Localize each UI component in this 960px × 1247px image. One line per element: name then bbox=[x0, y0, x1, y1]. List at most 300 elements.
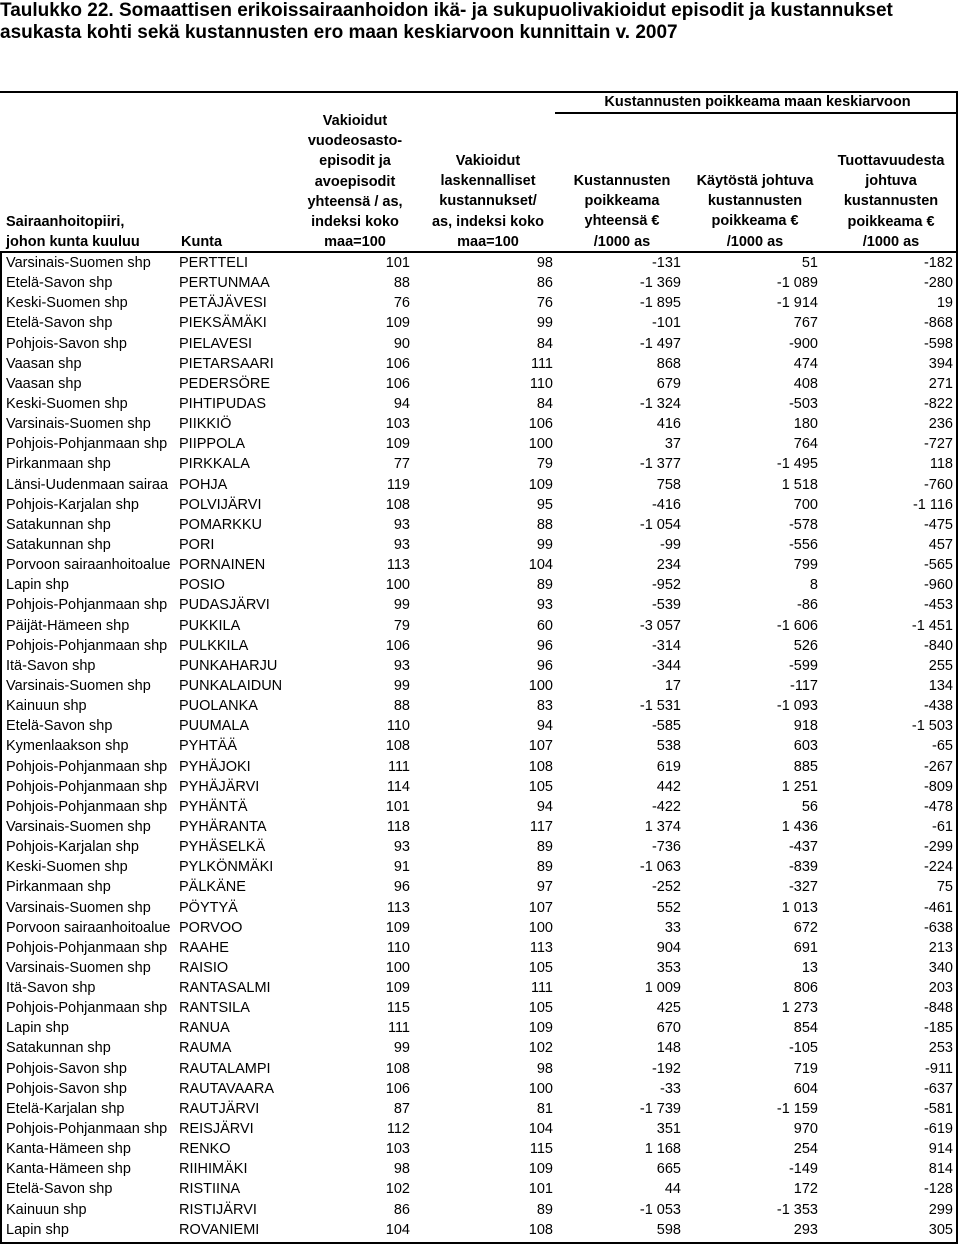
cell-shp: Etelä-Savon shp bbox=[6, 718, 113, 735]
table-row bbox=[0, 817, 960, 837]
cell-total-deviation: 868 bbox=[656, 355, 681, 372]
cell-kunta: PYHÄNTÄ bbox=[179, 798, 248, 815]
cell-costs-index: 109 bbox=[528, 1020, 553, 1037]
cell-usage-deviation: -503 bbox=[788, 395, 818, 412]
cell-productivity-deviation: -267 bbox=[923, 758, 953, 775]
cell-productivity-deviation: 394 bbox=[928, 355, 953, 372]
table-row bbox=[0, 1119, 960, 1139]
cell-shp: Länsi-Uudenmaan sairaa bbox=[6, 476, 169, 493]
cell-productivity-deviation: 340 bbox=[928, 959, 953, 976]
cell-kunta: RAAHE bbox=[179, 939, 229, 956]
cell-costs-index: 96 bbox=[536, 637, 553, 654]
cell-costs-index: 102 bbox=[528, 1040, 553, 1057]
cell-episodes-index: 106 bbox=[385, 375, 410, 392]
cell-productivity-deviation: 271 bbox=[928, 375, 953, 392]
cell-episodes-index: 100 bbox=[385, 577, 410, 594]
header-shp-line-1: Sairaanhoitopiiri, bbox=[6, 214, 125, 230]
table-row bbox=[0, 676, 960, 696]
cell-costs-index: 109 bbox=[528, 1161, 553, 1178]
cell-shp: Varsinais-Suomen shp bbox=[6, 416, 151, 433]
cell-episodes-index: 119 bbox=[386, 476, 410, 493]
cell-kunta: PUOLANKA bbox=[179, 698, 258, 715]
cell-episodes-index: 93 bbox=[393, 657, 410, 674]
cell-kunta: RAUTJÄRVI bbox=[179, 1100, 260, 1117]
cell-usage-deviation: 767 bbox=[793, 315, 818, 332]
cell-total-deviation: 1 168 bbox=[644, 1141, 681, 1158]
cell-total-deviation: 1 009 bbox=[644, 980, 681, 997]
cell-episodes-index: 98 bbox=[393, 1161, 410, 1178]
cell-kunta: PORVOO bbox=[179, 919, 243, 936]
table-row bbox=[0, 1079, 960, 1099]
header-costs-line-5: maa=100 bbox=[457, 233, 519, 250]
table-row bbox=[0, 434, 960, 454]
cell-episodes-index: 111 bbox=[387, 758, 410, 775]
cell-shp: Itä-Savon shp bbox=[6, 980, 96, 997]
cell-productivity-deviation: 305 bbox=[928, 1221, 953, 1238]
cell-episodes-index: 99 bbox=[393, 1040, 410, 1057]
cell-costs-index: 94 bbox=[536, 718, 553, 735]
table-row bbox=[0, 1038, 960, 1058]
cell-costs-index: 76 bbox=[536, 295, 553, 312]
cell-productivity-deviation: -598 bbox=[923, 335, 953, 352]
table-row bbox=[0, 716, 960, 736]
cell-episodes-index: 109 bbox=[385, 315, 410, 332]
cell-episodes-index: 93 bbox=[393, 536, 410, 553]
cell-total-deviation: 670 bbox=[656, 1020, 681, 1037]
table-bottom-rule bbox=[0, 1242, 958, 1244]
cell-total-deviation: -3 057 bbox=[639, 617, 681, 634]
cell-usage-deviation: 604 bbox=[793, 1080, 818, 1097]
cell-productivity-deviation: -280 bbox=[923, 275, 953, 292]
cell-productivity-deviation: -1 116 bbox=[912, 496, 953, 513]
cell-productivity-deviation: 255 bbox=[928, 657, 953, 674]
cell-kunta: RANTSILA bbox=[179, 1000, 250, 1017]
cell-shp: Varsinais-Suomen shp bbox=[6, 899, 151, 916]
cell-shp: Satakunnan shp bbox=[6, 536, 111, 553]
table-row bbox=[0, 1159, 960, 1179]
cell-costs-index: 101 bbox=[528, 1181, 553, 1198]
cell-episodes-index: 106 bbox=[385, 637, 410, 654]
cell-usage-deviation: -149 bbox=[788, 1161, 818, 1178]
cell-costs-index: 88 bbox=[536, 516, 553, 533]
cell-productivity-deviation: -868 bbox=[923, 315, 953, 332]
cell-kunta: RENKO bbox=[179, 1141, 231, 1158]
cell-usage-deviation: -578 bbox=[788, 516, 818, 533]
cell-usage-deviation: -327 bbox=[788, 879, 818, 896]
cell-usage-deviation: -556 bbox=[788, 536, 818, 553]
cell-episodes-index: 109 bbox=[385, 436, 410, 453]
cell-shp: Pohjois-Pohjanmaan shp bbox=[6, 798, 168, 815]
cell-costs-index: 111 bbox=[530, 355, 553, 372]
cell-shp: Etelä-Karjalan shp bbox=[6, 1100, 125, 1117]
cell-total-deviation: 351 bbox=[656, 1121, 681, 1138]
cell-shp: Etelä-Savon shp bbox=[6, 275, 113, 292]
cell-episodes-index: 100 bbox=[385, 959, 410, 976]
cell-productivity-deviation: -185 bbox=[923, 1020, 953, 1037]
header-episodes bbox=[290, 111, 420, 252]
cell-shp: Vaasan shp bbox=[6, 355, 82, 372]
cell-episodes-index: 115 bbox=[386, 1000, 410, 1017]
cell-kunta: PERTTELI bbox=[179, 255, 249, 271]
cell-kunta: POLVIJÄRVI bbox=[179, 496, 262, 513]
table-row bbox=[0, 535, 960, 555]
cell-productivity-deviation: -1 503 bbox=[911, 718, 953, 735]
header-total-line-3: yhteensä € bbox=[584, 213, 660, 230]
cell-shp: Keski-Suomen shp bbox=[6, 859, 128, 876]
table-row bbox=[0, 797, 960, 817]
cell-kunta: RAUTALAMPI bbox=[179, 1060, 271, 1077]
cell-total-deviation: -585 bbox=[651, 718, 681, 735]
cell-total-deviation: 619 bbox=[656, 758, 681, 775]
cell-episodes-index: 93 bbox=[393, 516, 410, 533]
cell-productivity-deviation: 299 bbox=[928, 1201, 953, 1218]
cell-usage-deviation: 526 bbox=[793, 637, 818, 654]
cell-costs-index: 98 bbox=[536, 255, 553, 271]
cell-costs-index: 84 bbox=[536, 395, 553, 412]
cell-usage-deviation: 854 bbox=[793, 1020, 818, 1037]
cell-total-deviation: 353 bbox=[656, 959, 681, 976]
cell-kunta: ROVANIEMI bbox=[179, 1221, 260, 1238]
cell-kunta: POSIO bbox=[179, 577, 225, 594]
cell-costs-index: 107 bbox=[528, 899, 553, 916]
cell-costs-index: 105 bbox=[528, 1000, 553, 1017]
cell-total-deviation: 665 bbox=[656, 1161, 681, 1178]
cell-total-deviation: -344 bbox=[651, 657, 681, 674]
cell-kunta: PYHÄJÄRVI bbox=[179, 778, 260, 795]
table-row bbox=[0, 938, 960, 958]
cell-usage-deviation: -1 606 bbox=[776, 617, 818, 634]
cell-usage-deviation: -1 159 bbox=[776, 1100, 818, 1117]
cell-productivity-deviation: -619 bbox=[923, 1121, 953, 1138]
table-row bbox=[0, 918, 960, 938]
cell-episodes-index: 88 bbox=[393, 275, 410, 292]
header-productivity-line-3: kustannusten bbox=[843, 193, 939, 210]
cell-productivity-deviation: -128 bbox=[923, 1181, 953, 1198]
cell-productivity-deviation: -822 bbox=[923, 395, 953, 412]
cell-total-deviation: -314 bbox=[651, 637, 681, 654]
title-line-1: Taulukko 22. Somaattisen erikoissairaanhoidon ikä- ja sukupuolivakioidut episodit ja kustannukset bbox=[0, 0, 893, 21]
cell-episodes-index: 103 bbox=[385, 1141, 410, 1158]
cell-episodes-index: 99 bbox=[393, 597, 410, 614]
cell-costs-index: 108 bbox=[528, 1221, 553, 1238]
table-row bbox=[0, 1059, 960, 1079]
cell-usage-deviation: -1 353 bbox=[776, 1201, 818, 1218]
cell-shp: Satakunnan shp bbox=[6, 1040, 111, 1057]
title-line-2: asukasta kohti sekä kustannusten ero maan keskiarvoon kunnittain v. 2007 bbox=[0, 22, 678, 43]
cell-total-deviation: -1 369 bbox=[639, 275, 681, 292]
cell-costs-index: 115 bbox=[529, 1141, 553, 1158]
header-group-cost-deviation: Kustannusten poikkeama maan keskiarvoon bbox=[604, 94, 911, 110]
cell-kunta: PERTUNMAA bbox=[179, 275, 270, 292]
header-productivity-deviation bbox=[826, 151, 956, 252]
cell-episodes-index: 112 bbox=[386, 1121, 410, 1138]
cell-productivity-deviation: -438 bbox=[923, 698, 953, 715]
cell-costs-index: 105 bbox=[528, 959, 553, 976]
cell-productivity-deviation: -65 bbox=[932, 738, 953, 755]
cell-shp: Etelä-Savon shp bbox=[6, 315, 113, 332]
cell-productivity-deviation: -638 bbox=[923, 919, 953, 936]
cell-productivity-deviation: -581 bbox=[923, 1100, 953, 1117]
cell-productivity-deviation: -182 bbox=[923, 255, 953, 271]
cell-usage-deviation: 13 bbox=[801, 959, 818, 976]
cell-kunta: RISTIINA bbox=[179, 1181, 241, 1198]
cell-total-deviation: 425 bbox=[656, 1000, 681, 1017]
cell-shp: Pirkanmaan shp bbox=[6, 879, 111, 896]
cell-kunta: PIHTIPUDAS bbox=[179, 395, 267, 412]
table-row bbox=[0, 575, 960, 595]
cell-episodes-index: 88 bbox=[393, 698, 410, 715]
table-row bbox=[0, 1200, 960, 1220]
table-row bbox=[0, 313, 960, 333]
header-usage-line-2: kustannusten bbox=[707, 193, 803, 210]
cell-productivity-deviation: 203 bbox=[928, 980, 953, 997]
cell-usage-deviation: 672 bbox=[793, 919, 818, 936]
cell-productivity-deviation: -224 bbox=[923, 859, 953, 876]
table-title bbox=[0, 0, 960, 44]
cell-costs-index: 117 bbox=[529, 818, 553, 835]
cell-usage-deviation: 1 251 bbox=[781, 778, 818, 795]
cell-episodes-index: 110 bbox=[386, 939, 410, 956]
cell-productivity-deviation: -453 bbox=[923, 597, 953, 614]
cell-total-deviation: 33 bbox=[664, 919, 681, 936]
header-usage-deviation bbox=[688, 171, 822, 252]
cell-usage-deviation: -117 bbox=[790, 677, 818, 694]
header-episodes-line-6: indeksi koko bbox=[311, 214, 399, 231]
cell-total-deviation: -1 895 bbox=[639, 295, 681, 312]
header-usage-line-4: /1000 as bbox=[726, 233, 784, 250]
cell-episodes-index: 111 bbox=[387, 1020, 410, 1037]
cell-shp: Pirkanmaan shp bbox=[6, 456, 111, 473]
cell-usage-deviation: 885 bbox=[793, 758, 818, 775]
cell-kunta: PÖYTYÄ bbox=[179, 899, 238, 916]
cell-productivity-deviation: 118 bbox=[929, 456, 953, 473]
cell-total-deviation: -192 bbox=[651, 1060, 681, 1077]
cell-costs-index: 111 bbox=[530, 980, 553, 997]
table-row bbox=[0, 736, 960, 756]
header-total-line-1: Kustannusten bbox=[573, 173, 671, 189]
header-episodes-line-4: avoepisodit bbox=[314, 173, 396, 190]
cell-productivity-deviation: 19 bbox=[936, 295, 953, 312]
cell-kunta: PIIKKIÖ bbox=[179, 416, 232, 433]
table-row bbox=[0, 757, 960, 777]
cell-episodes-index: 101 bbox=[385, 798, 410, 815]
cell-usage-deviation: 408 bbox=[793, 375, 818, 392]
cell-productivity-deviation: 457 bbox=[928, 536, 953, 553]
cell-kunta: RANUA bbox=[179, 1020, 230, 1037]
cell-costs-index: 99 bbox=[536, 315, 553, 332]
cell-kunta: RAUTAVAARA bbox=[179, 1080, 275, 1097]
cell-kunta: PUKKILA bbox=[179, 617, 241, 634]
table-row bbox=[0, 656, 960, 676]
cell-total-deviation: 442 bbox=[656, 778, 681, 795]
cell-shp: Pohjois-Savon shp bbox=[6, 1080, 127, 1097]
cell-kunta: PYLKÖNMÄKI bbox=[179, 859, 274, 876]
table-row bbox=[0, 1220, 960, 1240]
table-row bbox=[0, 273, 960, 293]
table-row bbox=[0, 1139, 960, 1159]
table-row bbox=[0, 515, 960, 535]
cell-episodes-index: 90 bbox=[393, 335, 410, 352]
table-row bbox=[0, 1099, 960, 1119]
cell-usage-deviation: 172 bbox=[793, 1181, 818, 1198]
table-row bbox=[0, 374, 960, 394]
cell-shp: Vaasan shp bbox=[6, 375, 82, 392]
table-row bbox=[0, 616, 960, 636]
cell-episodes-index: 108 bbox=[385, 496, 410, 513]
header-total-deviation bbox=[557, 171, 687, 252]
cell-costs-index: 104 bbox=[528, 1121, 553, 1138]
cell-costs-index: 89 bbox=[536, 1201, 553, 1218]
cell-kunta: PYHÄJOKI bbox=[179, 758, 251, 775]
cell-productivity-deviation: -727 bbox=[923, 436, 953, 453]
cell-total-deviation: 44 bbox=[664, 1181, 681, 1198]
cell-usage-deviation: 764 bbox=[793, 436, 818, 453]
cell-total-deviation: -422 bbox=[651, 798, 681, 815]
cell-productivity-deviation: -911 bbox=[925, 1060, 953, 1077]
header-episodes-line-2: vuodeosasto- bbox=[307, 133, 403, 150]
cell-usage-deviation: -105 bbox=[788, 1040, 818, 1057]
cell-usage-deviation: 1 273 bbox=[781, 1000, 818, 1017]
cell-productivity-deviation: -299 bbox=[923, 839, 953, 856]
cell-costs-index: 100 bbox=[528, 436, 553, 453]
cell-kunta: PYHÄRANTA bbox=[179, 818, 267, 835]
cell-usage-deviation: 180 bbox=[793, 416, 818, 433]
cell-episodes-index: 91 bbox=[393, 859, 410, 876]
header-episodes-line-7: maa=100 bbox=[324, 234, 386, 251]
header-usage-line-1: Käytöstä johtuva bbox=[696, 173, 814, 189]
cell-kunta: PUDASJÄRVI bbox=[179, 597, 270, 614]
cell-costs-index: 105 bbox=[528, 778, 553, 795]
table-row bbox=[0, 354, 960, 374]
table-row bbox=[0, 998, 960, 1018]
cell-total-deviation: 416 bbox=[656, 416, 681, 433]
table-row bbox=[0, 454, 960, 474]
cell-total-deviation: -952 bbox=[651, 577, 681, 594]
table-row bbox=[0, 495, 960, 515]
cell-costs-index: 89 bbox=[536, 839, 553, 856]
cell-usage-deviation: 51 bbox=[801, 255, 818, 271]
table-row bbox=[0, 334, 960, 354]
header-productivity-line-5: /1000 as bbox=[862, 233, 920, 250]
cell-total-deviation: 1 374 bbox=[644, 818, 681, 835]
cell-usage-deviation: -1 093 bbox=[776, 698, 818, 715]
cell-episodes-index: 110 bbox=[386, 718, 410, 735]
cell-usage-deviation: -900 bbox=[788, 335, 818, 352]
cell-total-deviation: -1 739 bbox=[639, 1100, 681, 1117]
cell-episodes-index: 86 bbox=[393, 1201, 410, 1218]
table-row bbox=[0, 253, 960, 273]
cell-total-deviation: 552 bbox=[656, 899, 681, 916]
cell-shp: Pohjois-Pohjanmaan shp bbox=[6, 436, 168, 453]
cell-shp: Varsinais-Suomen shp bbox=[6, 255, 151, 271]
cell-costs-index: 113 bbox=[529, 939, 553, 956]
cell-total-deviation: -99 bbox=[660, 536, 681, 553]
cell-kunta: PÄLKÄNE bbox=[179, 879, 246, 896]
cell-productivity-deviation: 253 bbox=[928, 1040, 953, 1057]
cell-episodes-index: 109 bbox=[385, 980, 410, 997]
cell-productivity-deviation: 914 bbox=[928, 1141, 953, 1158]
table-row bbox=[0, 958, 960, 978]
header-costs-line-2: laskennalliset bbox=[440, 173, 536, 190]
cell-total-deviation: -33 bbox=[660, 1080, 681, 1097]
cell-episodes-index: 118 bbox=[386, 818, 410, 835]
cell-shp: Kanta-Hämeen shp bbox=[6, 1161, 131, 1178]
header-costs-line-4: as, indeksi koko bbox=[431, 213, 545, 230]
header-total-line-2: poikkeama bbox=[584, 193, 660, 210]
cell-episodes-index: 87 bbox=[393, 1100, 410, 1117]
cell-kunta: POMARKKU bbox=[179, 516, 262, 533]
cell-costs-index: 98 bbox=[536, 1060, 553, 1077]
cell-kunta: PORI bbox=[179, 536, 215, 553]
cell-episodes-index: 108 bbox=[385, 738, 410, 755]
table-row bbox=[0, 898, 960, 918]
cell-episodes-index: 113 bbox=[386, 899, 410, 916]
cell-shp: Pohjois-Karjalan shp bbox=[6, 496, 139, 513]
table-row bbox=[0, 877, 960, 897]
cell-costs-index: 109 bbox=[528, 476, 553, 493]
cell-usage-deviation: 1 436 bbox=[781, 818, 818, 835]
header-kunta: Kunta bbox=[181, 234, 223, 250]
header-usage-line-3: poikkeama € bbox=[711, 213, 799, 230]
cell-episodes-index: 104 bbox=[385, 1221, 410, 1238]
cell-costs-index: 104 bbox=[528, 557, 553, 574]
table-row bbox=[0, 475, 960, 495]
cell-kunta: POHJA bbox=[179, 476, 228, 493]
cell-shp: Pohjois-Karjalan shp bbox=[6, 839, 139, 856]
cell-usage-deviation: 1 518 bbox=[781, 476, 818, 493]
cell-total-deviation: -736 bbox=[651, 839, 681, 856]
cell-shp: Pohjois-Pohjanmaan shp bbox=[6, 939, 168, 956]
cell-kunta: PIIPPOLA bbox=[179, 436, 246, 453]
cell-episodes-index: 76 bbox=[393, 295, 410, 312]
cell-total-deviation: 148 bbox=[656, 1040, 681, 1057]
cell-productivity-deviation: -637 bbox=[923, 1080, 953, 1097]
cell-kunta: RISTIJÄRVI bbox=[179, 1201, 257, 1218]
cell-usage-deviation: 254 bbox=[793, 1141, 818, 1158]
cell-total-deviation: -252 bbox=[651, 879, 681, 896]
cell-episodes-index: 93 bbox=[393, 839, 410, 856]
cell-usage-deviation: 799 bbox=[793, 557, 818, 574]
cell-costs-index: 84 bbox=[536, 335, 553, 352]
cell-usage-deviation: -839 bbox=[788, 859, 818, 876]
cell-total-deviation: -101 bbox=[651, 315, 681, 332]
cell-productivity-deviation: -565 bbox=[923, 557, 953, 574]
cell-shp: Varsinais-Suomen shp bbox=[6, 959, 151, 976]
cell-costs-index: 106 bbox=[528, 416, 553, 433]
table-row bbox=[0, 978, 960, 998]
cell-episodes-index: 79 bbox=[393, 617, 410, 634]
cell-total-deviation: -1 324 bbox=[639, 395, 681, 412]
cell-kunta: RAUMA bbox=[179, 1040, 232, 1057]
cell-productivity-deviation: -809 bbox=[923, 778, 953, 795]
cell-episodes-index: 94 bbox=[393, 395, 410, 412]
cell-kunta: RAISIO bbox=[179, 959, 229, 976]
cell-usage-deviation: 691 bbox=[793, 939, 818, 956]
cell-productivity-deviation: -475 bbox=[923, 516, 953, 533]
cell-kunta: PYHÄSELKÄ bbox=[179, 839, 266, 856]
cell-productivity-deviation: -960 bbox=[923, 577, 953, 594]
cell-episodes-index: 113 bbox=[386, 557, 410, 574]
cell-shp: Porvoon sairaanhoitoalue bbox=[6, 557, 171, 574]
cell-total-deviation: 904 bbox=[656, 939, 681, 956]
cell-usage-deviation: 806 bbox=[793, 980, 818, 997]
cell-shp: Päijät-Hämeen shp bbox=[6, 617, 130, 634]
cell-costs-index: 100 bbox=[528, 919, 553, 936]
cell-shp: Keski-Suomen shp bbox=[6, 395, 128, 412]
cell-total-deviation: -1 053 bbox=[639, 1201, 681, 1218]
cell-total-deviation: 598 bbox=[656, 1221, 681, 1238]
cell-costs-index: 99 bbox=[536, 536, 553, 553]
